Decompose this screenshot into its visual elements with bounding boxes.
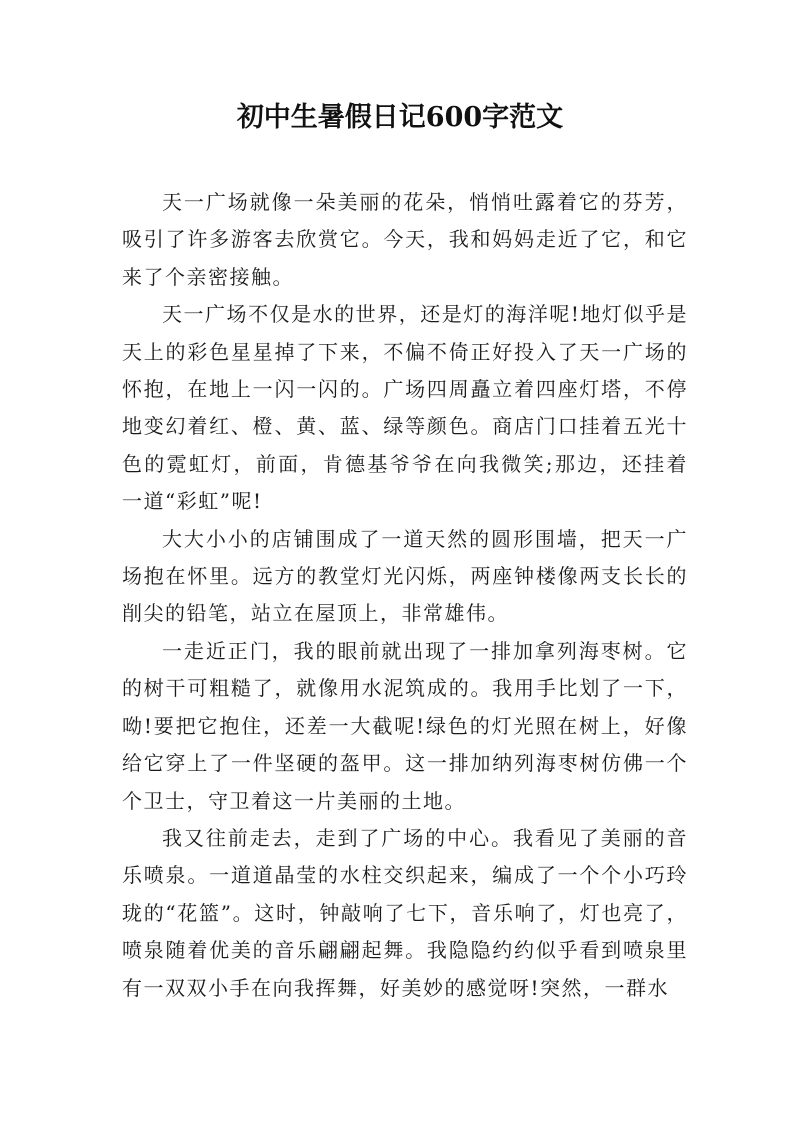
paragraph-1: 天一广场就像一朵美丽的花朵，悄悄吐露着它的芬芳，吸引了许多游客去欣赏它。今天，我和妈妈走近了它，和它来了个亲密接触。 bbox=[122, 190, 688, 289]
document-body bbox=[122, 184, 688, 1007]
paragraph-2: 天一广场不仅是水的世界，还是灯的海洋呢!地灯似乎是天上的彩色星星掉了下来，不偏不倚正好投入了天一广场的怀抱，在地上一闪一闪的。广场四周矗立着四座灯塔，不停地变幻着红、橙、黄、蓝、绿等颜色。商店门口挂着五光十色的霓虹灯，前面，肯德基爷爷在向我微笑;那边，还挂着一道“彩虹”呢! bbox=[122, 302, 688, 514]
paragraph-4: 一走近正门，我的眼前就出现了一排加拿列海枣树。它的树干可粗糙了，就像用水泥筑成的。我用手比划了一下，呦!要把它抱住，还差一大截呢!绿色的灯光照在树上，好像给它穿上了一件坚硬的盔甲。这一排加纳列海枣树仿佛一个个卫士，守卫着这一片美丽的土地。 bbox=[122, 638, 688, 813]
paragraph-5: 我又往前走去，走到了广场的中心。我看见了美丽的音乐喷泉。一道道晶莹的水柱交织起来，编成了一个个小巧玲珑的“花篮”。这时，钟敲响了七下，音乐响了，灯也亮了，喷泉随着优美的音乐翩翩起舞。我隐隐约约似乎看到喷泉里有一双双小手在向我挥舞，好美妙的感觉呀!突然，一群水 bbox=[122, 825, 688, 1000]
document-title: 初中生暑假日记600字范文 bbox=[236, 102, 564, 133]
paragraph-3: 大大小小的店铺围成了一道天然的圆形围墙，把天一广场抱在怀里。远方的教堂灯光闪烁，两座钟楼像两支长长的削尖的铅笔，站立在屋顶上，非常雄伟。 bbox=[122, 526, 688, 626]
